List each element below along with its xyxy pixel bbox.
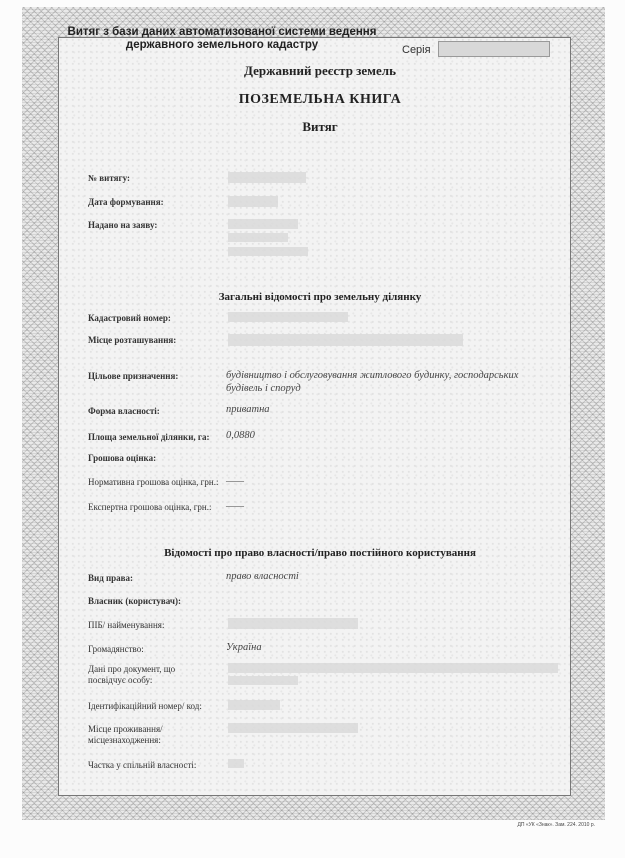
system-header-line1: Витяг з бази даних автоматизованої системи ведення [67,26,377,38]
tax-id-label: Ідентифікаційний номер/ код: [88,701,202,711]
series-number-redacted [438,41,550,57]
id-document-line2-redacted [228,676,298,685]
normative-valuation-label: Нормативна грошова оцінка, грн.: [88,477,219,487]
book-title: ПОЗЕМЕЛЬНА КНИГА [238,92,402,107]
residence-label-line2: місцезнаходження: [88,735,161,745]
right-type-label: Вид права: [88,573,134,583]
tax-id-redacted [228,700,280,710]
id-document-line1-redacted [228,663,558,673]
request-line-1-redacted [228,219,298,229]
location-redacted [228,334,463,346]
print-info: ДП «УК «Знак». Зам. 224. 2010 р. [517,822,595,828]
citizenship-value: Україна [226,642,262,653]
citizenship-label: Громадянство: [88,644,144,654]
purpose-label: Цільове призначення: [88,371,179,381]
purpose-value: будівництво і обслуговування житлового будинку, господарських будівель і споруд [226,370,519,394]
formation-date-label: Дата формування: [88,197,164,207]
series-label: Серія [402,44,431,56]
location-label: Місце розташування: [88,335,177,345]
valuation-label: Грошова оцінка: [88,453,157,463]
system-header-line2: державного земельного кадастру [125,39,319,51]
normative-valuation-value: —— [226,476,244,486]
expert-valuation-label: Експертна грошова оцінка, грн.: [88,502,212,512]
extract-number-label: № витягу: [88,173,130,183]
formation-date-redacted [228,196,278,207]
expert-valuation-value: —— [226,501,244,511]
cadastral-number-label: Кадастровий номер: [88,313,171,323]
right-type-value: право власності [226,571,299,582]
request-line-3-redacted [228,247,308,256]
residence-label-line1: Місце проживання/ [88,724,163,734]
share-redacted [228,759,244,768]
area-label: Площа земельної ділянки, га: [88,432,210,442]
cadastral-number-redacted [228,312,348,322]
residence-redacted [228,723,358,733]
residence-label [88,724,163,746]
area-value: 0,0880 [226,430,255,441]
owner-label: Власник (користувач): [88,596,181,606]
issued-on-request-label: Надано на заяву: [88,220,158,230]
owner-name-label: ПІБ/ найменування: [88,620,165,630]
request-line-2-redacted [228,233,288,242]
land-section-title: Загальні відомості про земельну ділянку [218,291,422,303]
ownership-form-label: Форма власності: [88,406,160,416]
system-header [62,26,382,52]
id-document-label-line1: Дані про документ, що [88,664,176,674]
extract-title: Витяг [302,119,338,134]
id-document-label-line2: посвідчує особу: [88,675,153,685]
owner-name-redacted [228,618,358,629]
share-label: Частка у спільній власності: [88,760,197,770]
ownership-form-value: приватна [226,404,270,415]
extract-number-redacted [228,172,306,183]
registry-title: Державний реєстр земель [244,63,396,78]
rights-section-title: Відомості про право власності/право постійного користування [164,547,476,559]
id-document-label [88,664,175,686]
